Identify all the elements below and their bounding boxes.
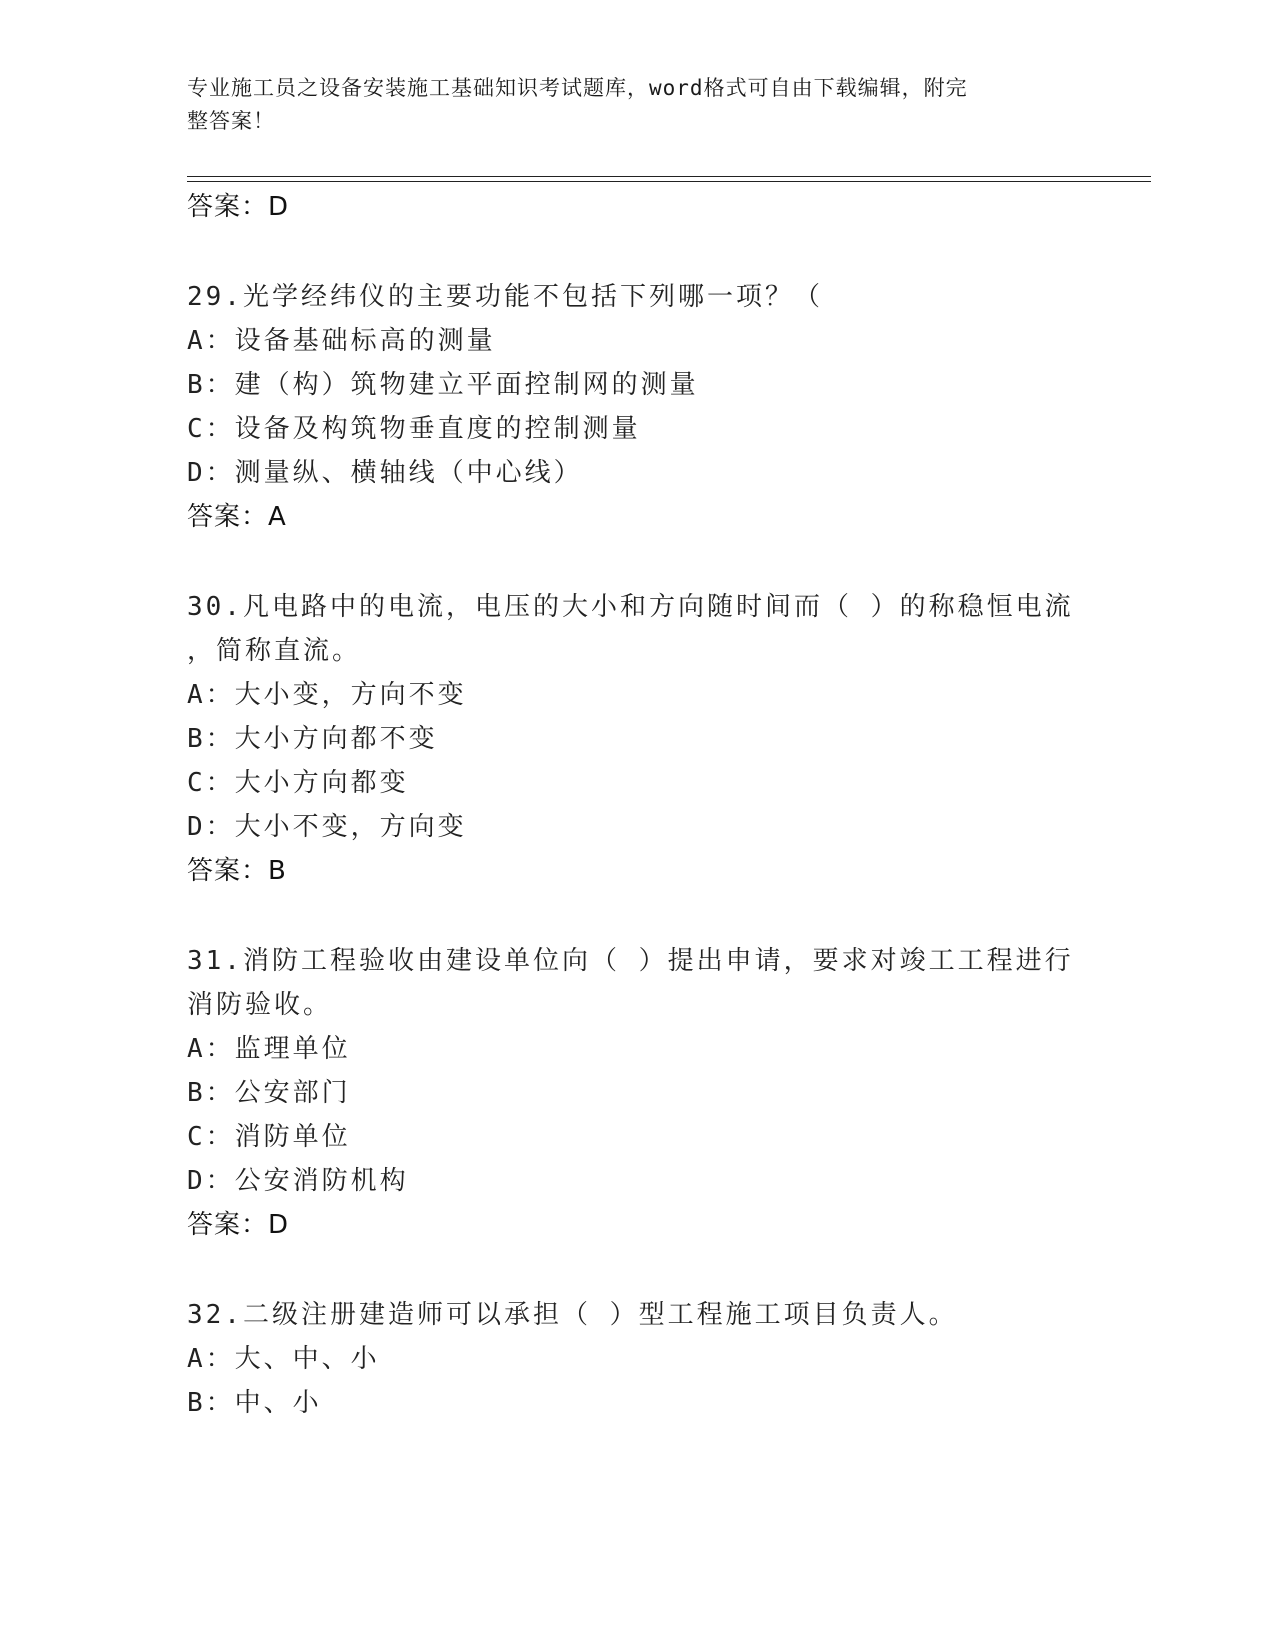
question-31-option-c: C：消防单位 (187, 1122, 351, 1152)
question-31-stem-line1: 31.消防工程验收由建设单位向（ ）提出申请，要求对竣工工程进行 (187, 946, 1074, 976)
answer-30: 答案：B (187, 856, 287, 886)
question-30-option-c: C：大小方向都变 (187, 768, 409, 798)
header-title-line1: 专业施工员之设备安装施工基础知识考试题库，word格式可自由下载编辑，附完 (187, 76, 968, 100)
answer-28: 答案：D (187, 192, 290, 222)
question-29-option-b: B：建（构）筑物建立平面控制网的测量 (187, 370, 699, 400)
question-31-option-d: D：公安消防机构 (187, 1166, 409, 1196)
question-30-option-d: D：大小不变，方向变 (187, 812, 467, 842)
question-32-option-a: A：大、中、小 (187, 1344, 380, 1374)
question-29-stem: 29.光学经纬仪的主要功能不包括下列哪一项？（ (187, 282, 823, 312)
question-29-option-a: A：设备基础标高的测量 (187, 326, 496, 356)
header-divider-bottom (187, 181, 1151, 182)
question-30-stem-line2: ，简称直流。 (187, 636, 362, 666)
question-32-option-b: B：中、小 (187, 1388, 322, 1418)
question-30-option-a: A：大小变，方向不变 (187, 680, 467, 710)
answer-29: 答案：A (187, 502, 287, 532)
question-30-stem-line1: 30.凡电路中的电流，电压的大小和方向随时间而（ ）的称稳恒电流 (187, 592, 1074, 622)
question-29-option-c: C：设备及构筑物垂直度的控制测量 (187, 414, 641, 444)
header-divider-top (187, 176, 1151, 177)
question-31-option-a: A：监理单位 (187, 1034, 351, 1064)
question-31-stem-line2: 消防验收。 (187, 990, 333, 1020)
question-32-stem: 32.二级注册建造师可以承担（ ）型工程施工项目负责人。 (187, 1300, 958, 1330)
document-header (187, 72, 1067, 138)
question-29-option-d: D：测量纵、横轴线（中心线） (187, 458, 583, 488)
header-title-line2: 整答案！ (187, 109, 275, 133)
answer-31: 答案：D (187, 1210, 290, 1240)
question-31-option-b: B：公安部门 (187, 1078, 351, 1108)
question-30-option-b: B：大小方向都不变 (187, 724, 438, 754)
